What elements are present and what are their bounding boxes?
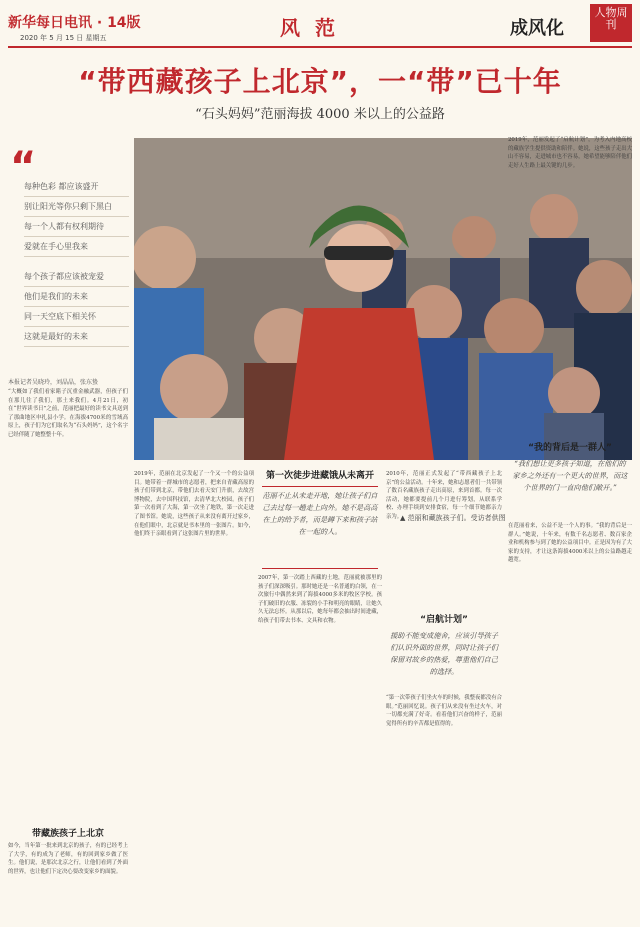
article-column-1 (8, 388, 128, 823)
article-text: 2010年，范丽正式发起了“带西藏孩子上北京”的公益活动。十年来，她和志愿者们一共带领了数百名藏族孩子走出高原，来到首都。每一次活动，她都要提前几个月进行筹划，从联系学校、办理手续到安排食宿，每一个细节她都亲力亲为。 (386, 471, 502, 520)
article-column-1b (8, 842, 128, 922)
poem-line: 别让阳光等你只剩下黑白 (24, 197, 129, 217)
article-column-4b (386, 694, 502, 922)
article-text: “第一次带孩子们坐火车的时候，我整夜都没有合眼。”范丽回忆说。孩子们从来没有坐过火车，对一切都充满了好奇。看着他们兴奋的样子，范丽觉得所有的辛苦都是值得的。 (386, 695, 502, 727)
article-column-2 (134, 470, 254, 922)
poem-line: 每种色彩 都应该盛开 (24, 177, 129, 197)
newspaper-title: 新华每日电讯 · 14版 (8, 15, 141, 31)
pull-quote-1: 范丽不止从未走开地，她让孩子们自己去过每一趟走上向外。她不是高高在上的给予者，而是蹲下来和孩子站在一起的人。 (262, 491, 378, 536)
poem-line: 他们是我们的未来 (24, 287, 129, 307)
article-column-4a (386, 470, 502, 610)
poem-line: 爱就在手心里我来 (24, 237, 129, 257)
poem-line: 每个孩子都应该被宠爱 (24, 267, 129, 287)
poem (24, 177, 129, 347)
subheadline: “石头妈妈”范丽海拔 4000 米以上的公益路 (195, 107, 445, 122)
article-text: “大概如了我们看家睹子沉重金融武器，但孩子们在那儿往了我们，那土来我们。4月21日，初在“世界读书日”之前，范丽把最好的读书文具送到了那曲地区申扎县小学。在海拔4700米的雪域高原上，孩子们为它们取名为“石头妈妈”，这个名字已经伴随了她整整十年。 (8, 389, 128, 438)
headline: “带西藏孩子上北京”，一“带”已十年 (78, 65, 562, 98)
article-text: 2019年，范丽在北京发起了一个又一个的公益项目。她带着一群城市的志愿者，把来自青藏高原的孩子们带到北京，带他们去看天安门升旗，去故宫博物院，去中国科技馆，去清华北大校园。孩子们第一次看到了大海，第一次坐了地铁，第一次走进了图书馆。她说，这些孩子从来没有离开过家乡，在他们眼中，北京就是书本里的一张图片。如今，他们终于亲眼看到了这张图片里的世界。 (134, 471, 254, 538)
poem-gap (24, 257, 129, 267)
article-column-5b (508, 522, 632, 922)
article-text: 2019年，范丽发起了“启航计划”，为考入内地高校的藏族学生提供资助和陪伴。她说，这些孩子走出大山不容易，走进城市也不容易，她希望能够陪伴他们走好人生路上最关键的几步。 (508, 137, 632, 169)
issue-date: 2020 年 5 月 15 日 星期五 (20, 34, 107, 42)
column-logo: 人物周刊 (590, 4, 632, 42)
pull-quote-rule (262, 568, 378, 569)
byline: 本报记者吴晓玲，刘晶晶，张东蛰 (8, 379, 99, 386)
pull-quote-3: “我们想让更多孩子知道，在他们的家乡之外还有一个更大的世界，而这个世界的门一直向他们敞开。” (512, 459, 628, 492)
poem-line: 每一个人都有权利期待 (24, 217, 129, 237)
pull-quote-rule (262, 486, 378, 487)
quote-mark-icon: “ (10, 144, 37, 190)
masthead (0, 0, 640, 48)
article-text: 在范丽看来，公益不是一个人的事。“我的背后是一群人。”她说，十年来，有数千名志愿者、数百家企业和机构参与到了她的公益项目中。正是因为有了大家的支持，才让这条海拔4000米以上的公益路越走越宽。 (508, 523, 632, 564)
section-heading-2: “启航计划” (420, 615, 468, 625)
article-text: 2007年，第一次踏上西藏的土地，范丽就被那里的孩子们深深吸引。那时她还是一名普通的白领，在一次旅行中偶然来到了海拔4000多米的牧区学校。孩子们破旧的衣服、冻裂的小手和明亮的眼睛，让她久久无法忘怀。从那以后，她每年都会抽出时间进藏，给孩子们带去书本、文具和衣物。 (258, 575, 382, 624)
section-heading-1: 第一次徒步进藏饿从未离开 (265, 471, 374, 481)
section-title: 风 范 (280, 16, 339, 40)
column-title: 成风化 (510, 18, 564, 39)
photo-caption: ▲ 范丽和藏族孩子们。受访者供图 (400, 514, 506, 522)
poem-line: 这就是最好的未来 (24, 327, 129, 347)
pull-quote-2: 援助不能变成施舍，应该引导孩子们认识外面的世界，同时让孩子们保留对故乡的热爱，尊重他们自己的选择。 (390, 631, 498, 676)
article-column-5a (508, 136, 632, 436)
article-column-3 (258, 574, 382, 922)
article-text: 如今，当年第一批来到北京的孩子，有的已经考上了大学，有的成为了老师，有的回到家乡做了医生。他们说，是那次北京之行，让他们看到了外面的世界，也让他们下定决心要改变家乡的面貌。 (8, 843, 128, 875)
section-heading-3: 带藏族孩子上北京 (31, 829, 104, 839)
section-heading-4: “我的背后是一群人” (528, 443, 612, 453)
masthead-rule (8, 46, 632, 48)
poem-line: 同一天空底下相关怀 (24, 307, 129, 327)
